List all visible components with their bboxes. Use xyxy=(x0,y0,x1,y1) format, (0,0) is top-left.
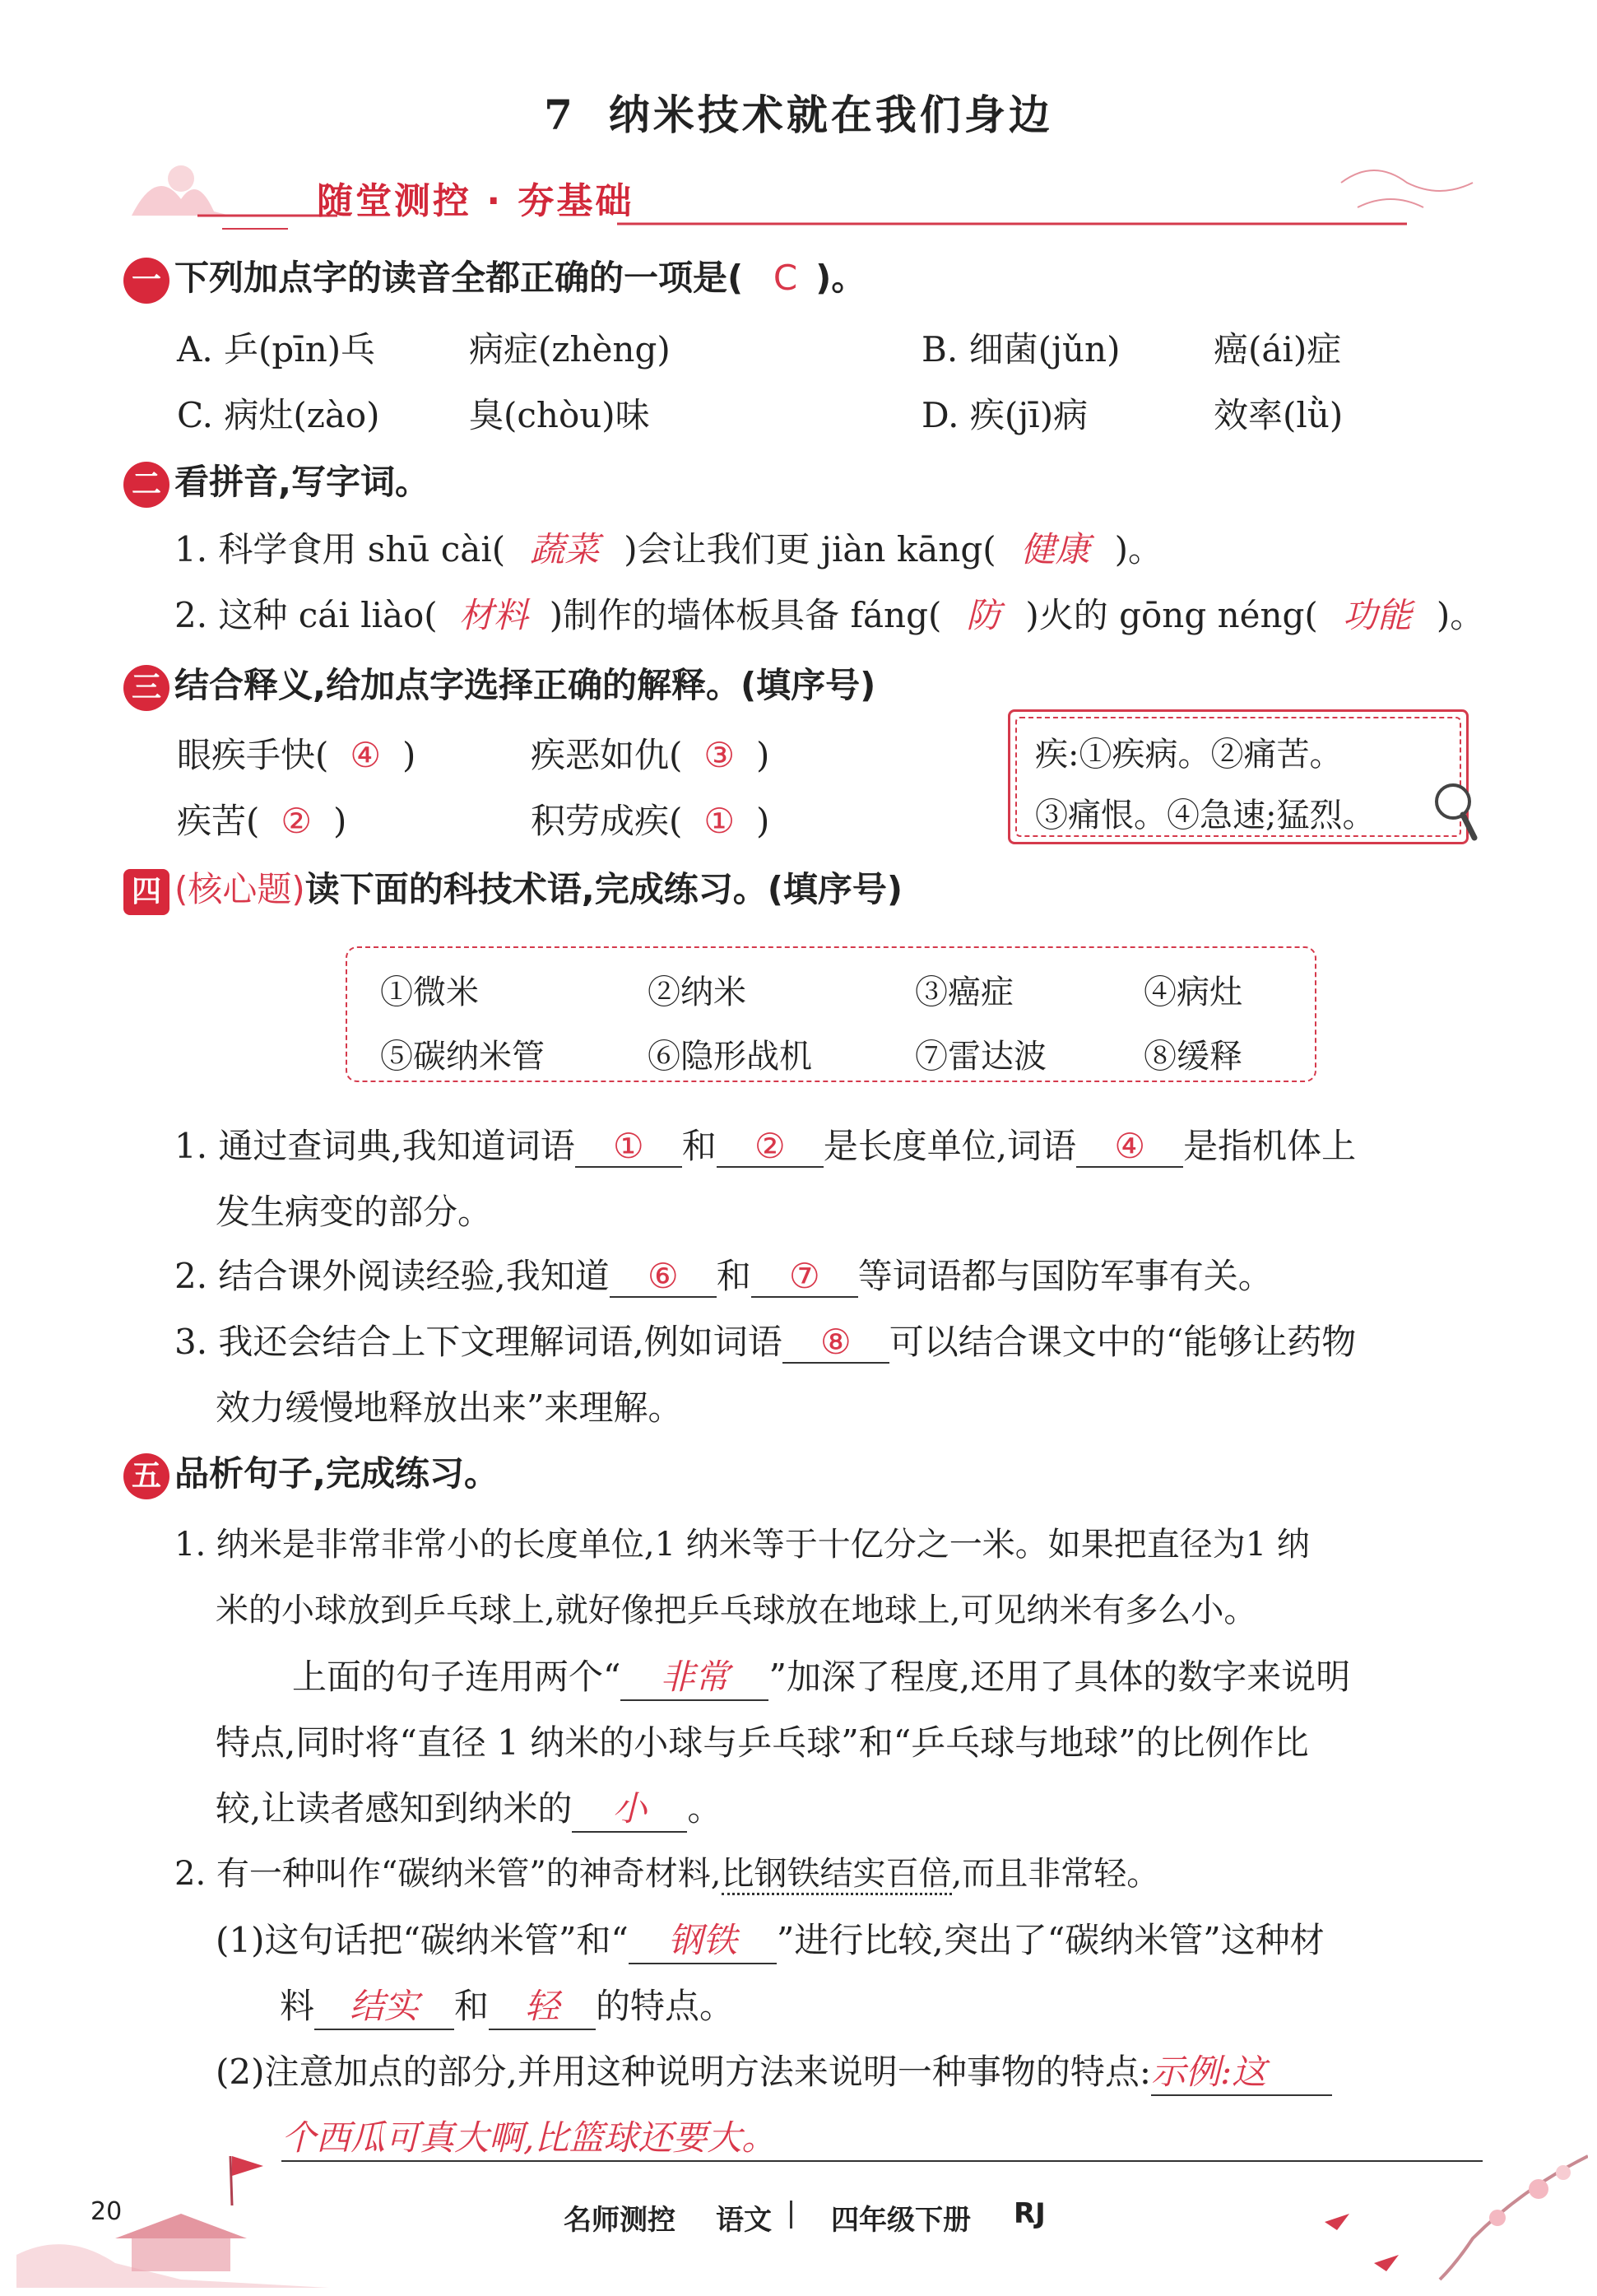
s5-q2-line-4 xyxy=(216,2045,1332,2096)
page-number: 20 xyxy=(91,2197,123,2226)
text: 1. 科学食用 shū cài( xyxy=(174,529,506,569)
text: 料 xyxy=(280,1986,315,2026)
answer-text: C xyxy=(773,258,798,298)
text: 积劳成疾( xyxy=(531,801,683,841)
section-badge: 三 xyxy=(123,665,169,711)
section-badge: 二 xyxy=(123,462,169,508)
section-question: 品析句子,完成练习。 xyxy=(174,1453,499,1494)
answer-text: ① xyxy=(703,801,736,841)
text: 是指机体上 xyxy=(1183,1126,1357,1166)
text: 和 xyxy=(454,1986,490,2026)
term-4: ④病灶 xyxy=(1144,974,1242,1011)
answer-text: ② xyxy=(281,801,313,841)
s3-item-2 xyxy=(531,728,769,778)
text: 和 xyxy=(716,1256,751,1296)
section-badge: 四 xyxy=(123,869,169,915)
text: 较,让读者感知到纳米的 xyxy=(216,1788,573,1829)
text: )会让我们更 jiàn kāng( xyxy=(624,529,996,569)
answer-text: 防 xyxy=(966,595,1001,635)
s5-q2-line-3 xyxy=(280,1979,734,2030)
text: ”进行比较,突出了“碳纳米管”这种材 xyxy=(776,1920,1325,1960)
s4-q2 xyxy=(174,1249,1273,1299)
text: 的特点。 xyxy=(596,1986,735,2026)
definition-line-1: 疾:①疾病。②痛苦。 xyxy=(1035,736,1343,774)
term-7: ⑦雷达波 xyxy=(915,1038,1047,1076)
answer-text: 蔬菜 xyxy=(530,529,600,569)
text: )。 xyxy=(1114,529,1163,569)
section-4-header xyxy=(123,862,903,915)
section-1-header xyxy=(123,251,866,304)
text: 可以结合课文中的“能够让药物 xyxy=(889,1322,1357,1362)
close-paren: )。 xyxy=(815,258,866,298)
text: 疾恶如仇( xyxy=(531,735,683,775)
text: 疾苦( xyxy=(177,801,260,841)
page-title xyxy=(0,82,1597,142)
option-b1: B. 细菌(jǔn) xyxy=(922,329,1121,369)
term-2: ②纳米 xyxy=(648,974,746,1011)
definition-box xyxy=(1008,709,1469,844)
s3-item-3 xyxy=(177,794,346,844)
text: 1. 通过查词典,我知道词语 xyxy=(174,1126,575,1166)
lesson-number: 7 xyxy=(544,91,576,139)
section-question: 下列加点字的读音全都正确的一项是( xyxy=(174,258,744,298)
s2-line-1 xyxy=(174,523,1163,572)
section-question: 看拼音,写字词。 xyxy=(174,462,429,502)
text: 是长度单位,词语 xyxy=(823,1126,1077,1166)
text: 上面的句子连用两个“ xyxy=(292,1657,621,1697)
answer-blank: 小 xyxy=(572,1782,687,1833)
s5-q2-line-1 xyxy=(174,1847,1159,1894)
option-d1: D. 疾(jī)病 xyxy=(922,395,1089,435)
text: (1)这句话把“碳纳米管”和“ xyxy=(216,1920,629,1960)
footer-edition: RJ xyxy=(1014,2197,1046,2230)
answer-blank: 轻 xyxy=(489,1979,596,2030)
section-badge: 一 xyxy=(123,258,169,304)
s4-q3-line-1 xyxy=(174,1315,1356,1364)
term-6: ⑥隐形战机 xyxy=(648,1038,812,1076)
option-b2: 癌(ái)症 xyxy=(1214,329,1342,369)
text: ,而且非常轻。 xyxy=(951,1855,1160,1893)
section-3-header xyxy=(123,658,875,711)
option-a1: A. 乒(pīn)乓 xyxy=(177,329,376,369)
s4-q3-line-2: 效力缓慢地释放出来”来理解。 xyxy=(216,1387,683,1428)
answer-blank: ① xyxy=(575,1126,682,1168)
text: ) xyxy=(333,801,347,841)
s5-q1-line-4: 特点,同时将“直径 1 纳米的小球与乒乓球”和“乒乓球与地球”的比例作比 xyxy=(216,1722,1309,1763)
s5-q1-line-3 xyxy=(292,1650,1350,1701)
answer-blank: 结实 xyxy=(314,1979,454,2030)
s5-q1-line-5 xyxy=(216,1782,722,1833)
definition-line-2: ③痛恨。④急速;猛烈。 xyxy=(1035,797,1376,834)
s4-q1-line-1 xyxy=(174,1119,1356,1169)
answer-text: 材料 xyxy=(458,595,528,635)
s4-q1-line-2: 发生病变的部分。 xyxy=(216,1192,493,1232)
text: ) xyxy=(756,735,770,775)
magnifier-icon xyxy=(1430,780,1479,846)
dotted-emphasis: 比钢铁结实百倍 xyxy=(722,1855,952,1895)
text: )火的 gōng néng( xyxy=(1025,595,1318,635)
answer-text: ③ xyxy=(703,735,736,775)
s3-item-1 xyxy=(177,728,415,778)
answer-blank: 示例:这 xyxy=(1151,2045,1332,2096)
text: (2)注意加点的部分,并用这种说明方法来说明一种事物的特点: xyxy=(216,2052,1151,2092)
answer-blank: ⑦ xyxy=(751,1256,858,1298)
section-banner: 随堂测控 · 夯基础 xyxy=(317,180,634,222)
text: ) xyxy=(756,801,770,841)
text: ”加深了程度,还用了具体的数字来说明 xyxy=(768,1657,1351,1697)
text: ) xyxy=(402,735,416,775)
text: 2. 这种 cái liào( xyxy=(174,595,438,635)
text: 2. 有一种叫作“碳纳米管”的神奇材料, xyxy=(174,1855,722,1893)
answer-text: 功能 xyxy=(1342,595,1412,635)
lesson-title: 纳米技术就在我们身边 xyxy=(608,91,1053,139)
option-d2: 效率(lǜ) xyxy=(1214,395,1344,435)
answer-text: ④ xyxy=(350,735,382,775)
section-5-header xyxy=(123,1447,499,1499)
term-3: ③癌症 xyxy=(915,974,1014,1011)
footer-brand: 名师测控 xyxy=(564,2204,675,2237)
answer-blank: ④ xyxy=(1076,1126,1183,1168)
text: 3. 我还会结合上下文理解词语,例如词语 xyxy=(174,1322,782,1362)
footer-divider xyxy=(790,2201,792,2229)
s5-q1-line-1: 1. 纳米是非常非常小的长度单位,1 纳米等于十亿分之一米。如果把直径为1 纳 xyxy=(174,1526,1310,1564)
answer-blank: ⑧ xyxy=(782,1322,889,1364)
term-5: ⑤碳纳米管 xyxy=(380,1038,545,1076)
s3-item-4 xyxy=(531,794,769,844)
answer-line: 个西瓜可真大啊,比篮球还要大。 xyxy=(281,2111,1483,2162)
footer-subject: 语文 xyxy=(716,2204,772,2237)
section-question: 结合释义,给加点字选择正确的解释。(填序号) xyxy=(174,665,876,705)
text: 和 xyxy=(681,1126,717,1166)
term-1: ①微米 xyxy=(380,974,479,1011)
answer-blank: 非常 xyxy=(620,1650,768,1701)
answer-blank: 钢铁 xyxy=(629,1913,777,1964)
terms-box xyxy=(346,946,1316,1082)
answer-blank: ⑥ xyxy=(610,1256,717,1298)
core-question-tag: (核心题) xyxy=(174,869,305,909)
answer-blank: ② xyxy=(717,1126,824,1168)
option-c1: C. 病灶(zào) xyxy=(177,395,380,435)
option-c2: 臭(chòu)味 xyxy=(469,395,650,435)
section-badge: 五 xyxy=(123,1453,169,1499)
blossom-illustration xyxy=(1292,2140,1588,2288)
pavilion-illustration xyxy=(16,2140,329,2288)
text: )制作的墙体板具备 fáng( xyxy=(549,595,942,635)
answer-text: 健康 xyxy=(1020,529,1090,569)
s2-line-2 xyxy=(174,588,1484,638)
text: 2. 结合课外阅读经验,我知道 xyxy=(174,1256,610,1296)
section-question: 读下面的科技术语,完成练习。(填序号) xyxy=(304,869,903,909)
text: 眼疾手快( xyxy=(177,735,329,775)
option-a2: 病症(zhèng) xyxy=(469,329,671,369)
s5-q2-line-2 xyxy=(216,1913,1325,1964)
s5-q1-line-2: 米的小球放到乒乓球上,就好像把乒乓球放在地球上,可见纳米有多么小。 xyxy=(216,1592,1257,1629)
section-2-header xyxy=(123,455,429,508)
footer-grade: 四年级下册 xyxy=(831,2204,971,2237)
text: 。 xyxy=(687,1788,722,1829)
text: )。 xyxy=(1436,595,1485,635)
text: 等词语都与国防军事有关。 xyxy=(857,1256,1273,1296)
term-8: ⑧缓释 xyxy=(1144,1038,1242,1076)
